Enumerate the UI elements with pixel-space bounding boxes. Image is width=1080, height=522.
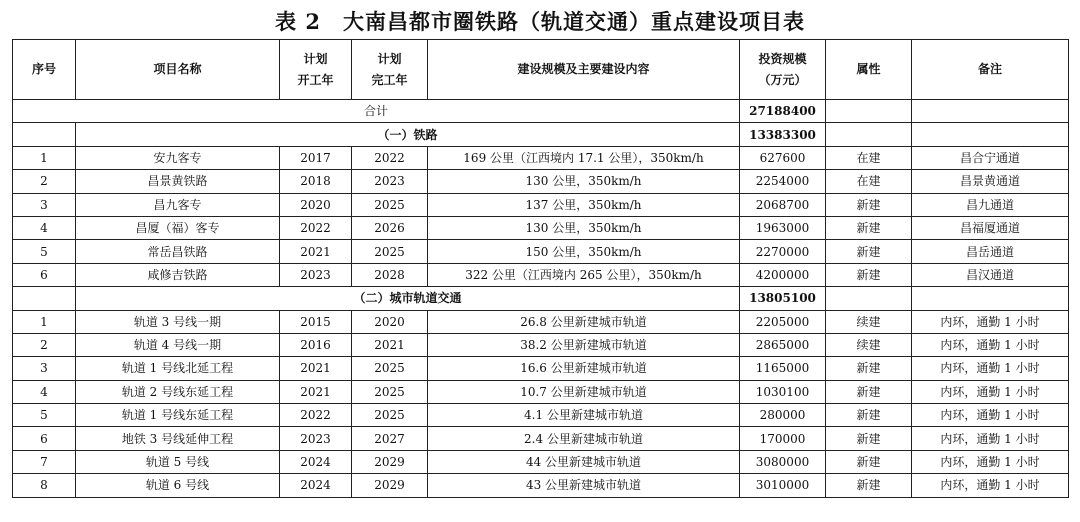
table-row [13, 333, 1069, 356]
header-note: 备注 [912, 40, 1069, 100]
attribute: 新建 [826, 450, 912, 473]
row-no: 5 [13, 240, 76, 263]
note: 内环，通勤 1 小时 [912, 357, 1069, 380]
project-name: 常岳昌铁路 [76, 240, 280, 263]
table-row [13, 240, 1069, 263]
investment: 4200000 [740, 263, 826, 286]
table-row [13, 474, 1069, 497]
section1-investment: 13383300 [740, 123, 826, 146]
row-no: 1 [13, 310, 76, 333]
section2-note-empty [912, 287, 1069, 310]
header-invest-line1: 投资规模 [758, 51, 807, 66]
total-row [13, 100, 1069, 123]
end-year: 2029 [352, 474, 428, 497]
project-name: 地铁 3 号线延伸工程 [76, 427, 280, 450]
start-year: 2022 [280, 404, 352, 427]
header-row [13, 40, 1069, 100]
start-year: 2018 [280, 170, 352, 193]
scale-content: 10.7 公里新建城市轨道 [428, 380, 740, 403]
note: 内环，通勤 1 小时 [912, 427, 1069, 450]
scale-content: 150 公里，350km/h [428, 240, 740, 263]
row-no: 1 [13, 146, 76, 169]
header-no: 序号 [13, 40, 76, 100]
row-no: 4 [13, 380, 76, 403]
header-end-line1: 计划 [377, 51, 402, 66]
total-label: 合计 [13, 100, 740, 123]
section-row-railway [13, 123, 1069, 146]
section-row-urban-rail [13, 287, 1069, 310]
attribute: 在建 [826, 170, 912, 193]
note: 昌景黄通道 [912, 170, 1069, 193]
investment: 3080000 [740, 450, 826, 473]
table-title: 表 2 大南昌都市圈铁路（轨道交通）重点建设项目表 [275, 9, 805, 34]
total-note-empty [912, 100, 1069, 123]
header-attribute: 属性 [826, 40, 912, 100]
project-name: 安九客专 [76, 146, 280, 169]
scale-content: 43 公里新建城市轨道 [428, 474, 740, 497]
start-year: 2024 [280, 474, 352, 497]
end-year: 2027 [352, 427, 428, 450]
project-name: 咸修吉铁路 [76, 263, 280, 286]
investment: 1165000 [740, 357, 826, 380]
start-year: 2023 [280, 263, 352, 286]
start-year: 2021 [280, 357, 352, 380]
total-investment: 27188400 [740, 100, 826, 123]
table-row [13, 357, 1069, 380]
table-row [13, 380, 1069, 403]
table-row [13, 310, 1069, 333]
start-year: 2021 [280, 380, 352, 403]
scale-content: 130 公里，350km/h [428, 170, 740, 193]
project-name: 昌景黄铁路 [76, 170, 280, 193]
project-name: 轨道 6 号线 [76, 474, 280, 497]
header-end-year [352, 40, 428, 100]
scale-content: 130 公里，350km/h [428, 216, 740, 239]
header-start-year [280, 40, 352, 100]
table-row [13, 170, 1069, 193]
project-name: 轨道 2 号线东延工程 [76, 380, 280, 403]
start-year: 2021 [280, 240, 352, 263]
attribute: 新建 [826, 380, 912, 403]
project-name: 轨道 4 号线一期 [76, 333, 280, 356]
section1-no-empty [13, 123, 76, 146]
row-no: 6 [13, 427, 76, 450]
note: 昌岳通道 [912, 240, 1069, 263]
start-year: 2024 [280, 450, 352, 473]
scale-content: 26.8 公里新建城市轨道 [428, 310, 740, 333]
row-no: 6 [13, 263, 76, 286]
attribute: 新建 [826, 263, 912, 286]
total-attr-empty [826, 100, 912, 123]
project-name: 轨道 1 号线东延工程 [76, 404, 280, 427]
header-start-line2: 开工年 [297, 72, 334, 87]
attribute: 新建 [826, 474, 912, 497]
end-year: 2025 [352, 240, 428, 263]
end-year: 2025 [352, 193, 428, 216]
scale-content: 44 公里新建城市轨道 [428, 450, 740, 473]
scale-content: 16.6 公里新建城市轨道 [428, 357, 740, 380]
attribute: 在建 [826, 146, 912, 169]
investment: 1963000 [740, 216, 826, 239]
note: 内环，通勤 1 小时 [912, 404, 1069, 427]
project-name: 昌九客专 [76, 193, 280, 216]
row-no: 3 [13, 357, 76, 380]
row-no: 2 [13, 333, 76, 356]
investment: 1030100 [740, 380, 826, 403]
project-name: 轨道 1 号线北延工程 [76, 357, 280, 380]
header-start-line1: 计划 [303, 51, 328, 66]
start-year: 2015 [280, 310, 352, 333]
end-year: 2026 [352, 216, 428, 239]
investment: 2865000 [740, 333, 826, 356]
note: 内环，通勤 1 小时 [912, 474, 1069, 497]
investment: 170000 [740, 427, 826, 450]
row-no: 2 [13, 170, 76, 193]
note: 内环，通勤 1 小时 [912, 380, 1069, 403]
note: 昌九通道 [912, 193, 1069, 216]
start-year: 2022 [280, 216, 352, 239]
project-name: 轨道 3 号线一期 [76, 310, 280, 333]
attribute: 新建 [826, 404, 912, 427]
table-row [13, 193, 1069, 216]
project-name: 昌厦（福）客专 [76, 216, 280, 239]
table-row [13, 216, 1069, 239]
attribute: 续建 [826, 310, 912, 333]
row-no: 3 [13, 193, 76, 216]
end-year: 2029 [352, 450, 428, 473]
investment: 2068700 [740, 193, 826, 216]
row-no: 8 [13, 474, 76, 497]
end-year: 2022 [352, 146, 428, 169]
note: 昌合宁通道 [912, 146, 1069, 169]
end-year: 2023 [352, 170, 428, 193]
end-year: 2020 [352, 310, 428, 333]
end-year: 2025 [352, 404, 428, 427]
section2-no-empty [13, 287, 76, 310]
investment: 3010000 [740, 474, 826, 497]
scale-content: 169 公里（江西境内 17.1 公里），350km/h [428, 146, 740, 169]
row-no: 5 [13, 404, 76, 427]
start-year: 2020 [280, 193, 352, 216]
attribute: 新建 [826, 427, 912, 450]
start-year: 2023 [280, 427, 352, 450]
note: 昌汉通道 [912, 263, 1069, 286]
investment: 280000 [740, 404, 826, 427]
investment: 2205000 [740, 310, 826, 333]
project-name: 轨道 5 号线 [76, 450, 280, 473]
end-year: 2025 [352, 380, 428, 403]
scale-content: 137 公里，350km/h [428, 193, 740, 216]
table-row [13, 404, 1069, 427]
section1-note-empty [912, 123, 1069, 146]
section2-attr-empty [826, 287, 912, 310]
section2-investment: 13805100 [740, 287, 826, 310]
attribute: 新建 [826, 240, 912, 263]
header-name: 项目名称 [76, 40, 280, 100]
scale-content: 4.1 公里新建城市轨道 [428, 404, 740, 427]
row-no: 7 [13, 450, 76, 473]
investment: 2270000 [740, 240, 826, 263]
header-scale: 建设规模及主要建设内容 [428, 40, 740, 100]
attribute: 新建 [826, 216, 912, 239]
header-invest-line2: （万元） [758, 72, 807, 87]
row-no: 4 [13, 216, 76, 239]
end-year: 2021 [352, 333, 428, 356]
scale-content: 322 公里（江西境内 265 公里），350km/h [428, 263, 740, 286]
attribute: 新建 [826, 193, 912, 216]
investment: 2254000 [740, 170, 826, 193]
attribute: 续建 [826, 333, 912, 356]
header-end-line2: 完工年 [371, 72, 408, 87]
note: 昌福厦通道 [912, 216, 1069, 239]
table-row [13, 450, 1069, 473]
project-table [12, 39, 1069, 498]
end-year: 2028 [352, 263, 428, 286]
table-row [13, 427, 1069, 450]
note: 内环，通勤 1 小时 [912, 450, 1069, 473]
investment: 627600 [740, 146, 826, 169]
section1-label: （一）铁路 [76, 123, 740, 146]
attribute: 新建 [826, 357, 912, 380]
note: 内环，通勤 1 小时 [912, 310, 1069, 333]
table-row [13, 263, 1069, 286]
table-row [13, 146, 1069, 169]
scale-content: 38.2 公里新建城市轨道 [428, 333, 740, 356]
section1-attr-empty [826, 123, 912, 146]
note: 内环，通勤 1 小时 [912, 333, 1069, 356]
section2-label: （二）城市轨道交通 [76, 287, 740, 310]
start-year: 2017 [280, 146, 352, 169]
header-investment [740, 40, 826, 100]
scale-content: 2.4 公里新建城市轨道 [428, 427, 740, 450]
start-year: 2016 [280, 333, 352, 356]
end-year: 2025 [352, 357, 428, 380]
